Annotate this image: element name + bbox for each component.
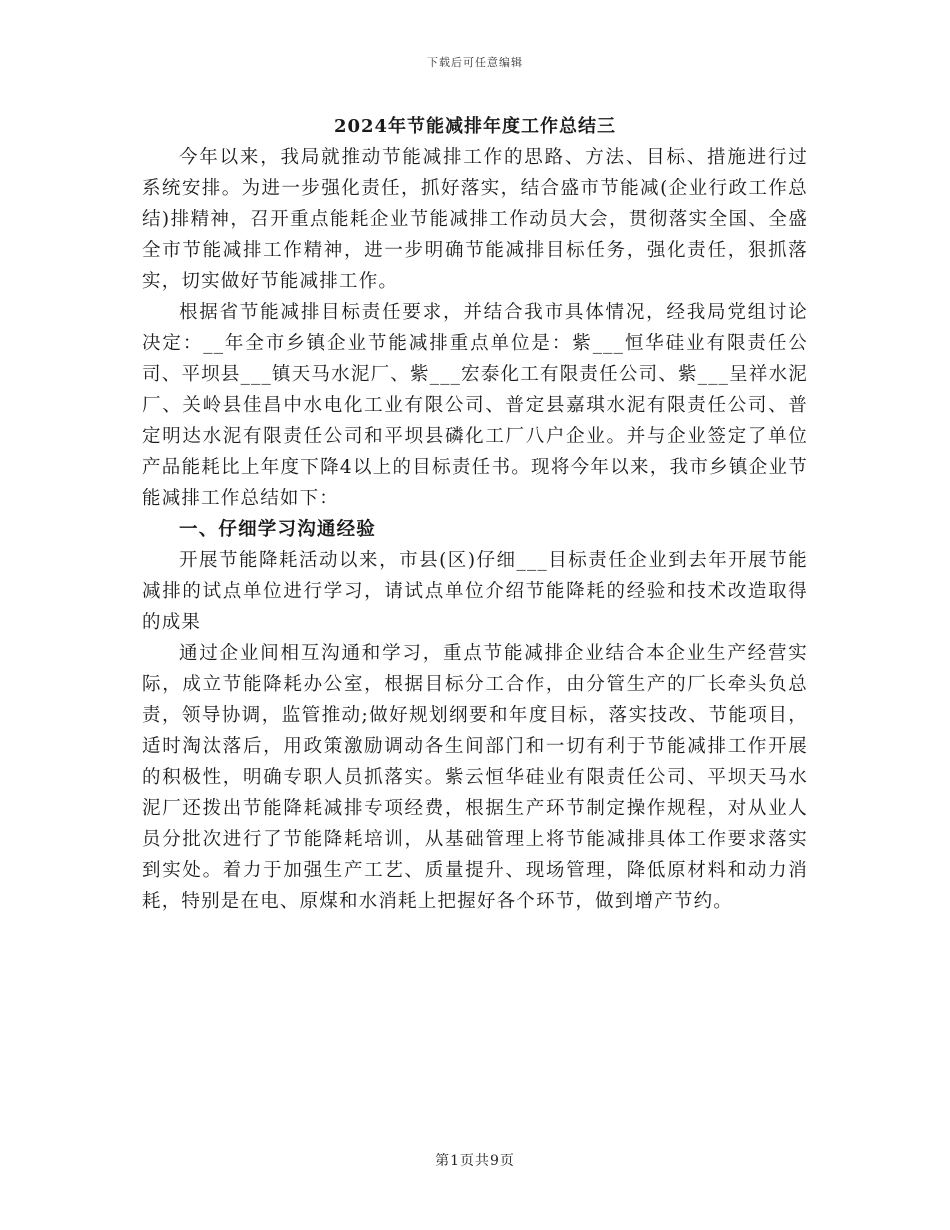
- document-body: [142, 112, 808, 917]
- section-heading: 一、仔细学习沟通经验: [179, 519, 377, 540]
- document-title: 2024年节能减排年度工作总结三: [333, 116, 617, 137]
- header-note: 下载后可任意编辑: [427, 56, 523, 69]
- paragraph: 今年以来，我局就推动节能减排工作的思路、方法、目标、措施进行过系统安排。为进一步强化责任，抓好落实，结合盛市节能减(企业行政工作总结)排精神，召开重点能耗企业节能减排工作动员大会，贯彻落实全国、全盛全市节能减排工作精神，进一步明确节能减排目标任务，强化责任，狠抓落实，切实做好节能减排工作。: [142, 147, 808, 292]
- paragraph: 开展节能降耗活动以来，市县(区)仔细___目标责任企业到去年开展节能减排的试点单位进行学习，请试点单位介绍节能降耗的经验和技术改造取得的成果: [142, 550, 808, 633]
- paragraph: 通过企业间相互沟通和学习，重点节能减排企业结合本企业生产经营实际，成立节能降耗办公室，根据目标分工合作，由分管生产的厂长牵头负总责，领导协调，监管推动;做好规划纲要和年度目标，落实技改、节能项目，适时淘汰落后，用政策激励调动各生间部门和一切有利于节能减排工作开展的积极性，明确专职人员抓落实。紫云恒华硅业有限责任公司、平坝天马水泥厂还拨出节能降耗减排专项经费，根据生产环节制定操作规程，对从业人员分批次进行了节能降耗培训，从基础管理上将节能减排具体工作要求落实到实处。着力于加强生产工艺、质量提升、现场管理，降低原材料和动力消耗，特别是在电、原煤和水消耗上把握好各个环节，做到增产节约。: [142, 643, 808, 912]
- page-number: 第1页共9页: [435, 1153, 515, 1169]
- paragraph: 根据省节能减排目标责任要求，并结合我市具体情况，经我局党组讨论决定：__年全市乡镇企业节能减排重点单位是：紫___恒华硅业有限责任公司、平坝县___镇天马水泥厂、紫___宏泰化工有限责任公司、紫___呈祥水泥厂、关岭县佳昌中水电化工业有限公司、普定县嘉琪水泥有限责任公司、普定明达水泥有限责任公司和平坝县磷化工厂八户企业。并与企业签定了单位产品能耗比上年度下降4以上的目标责任书。现将今年以来，我市乡镇企业节能减排工作总结如下：: [142, 302, 808, 509]
